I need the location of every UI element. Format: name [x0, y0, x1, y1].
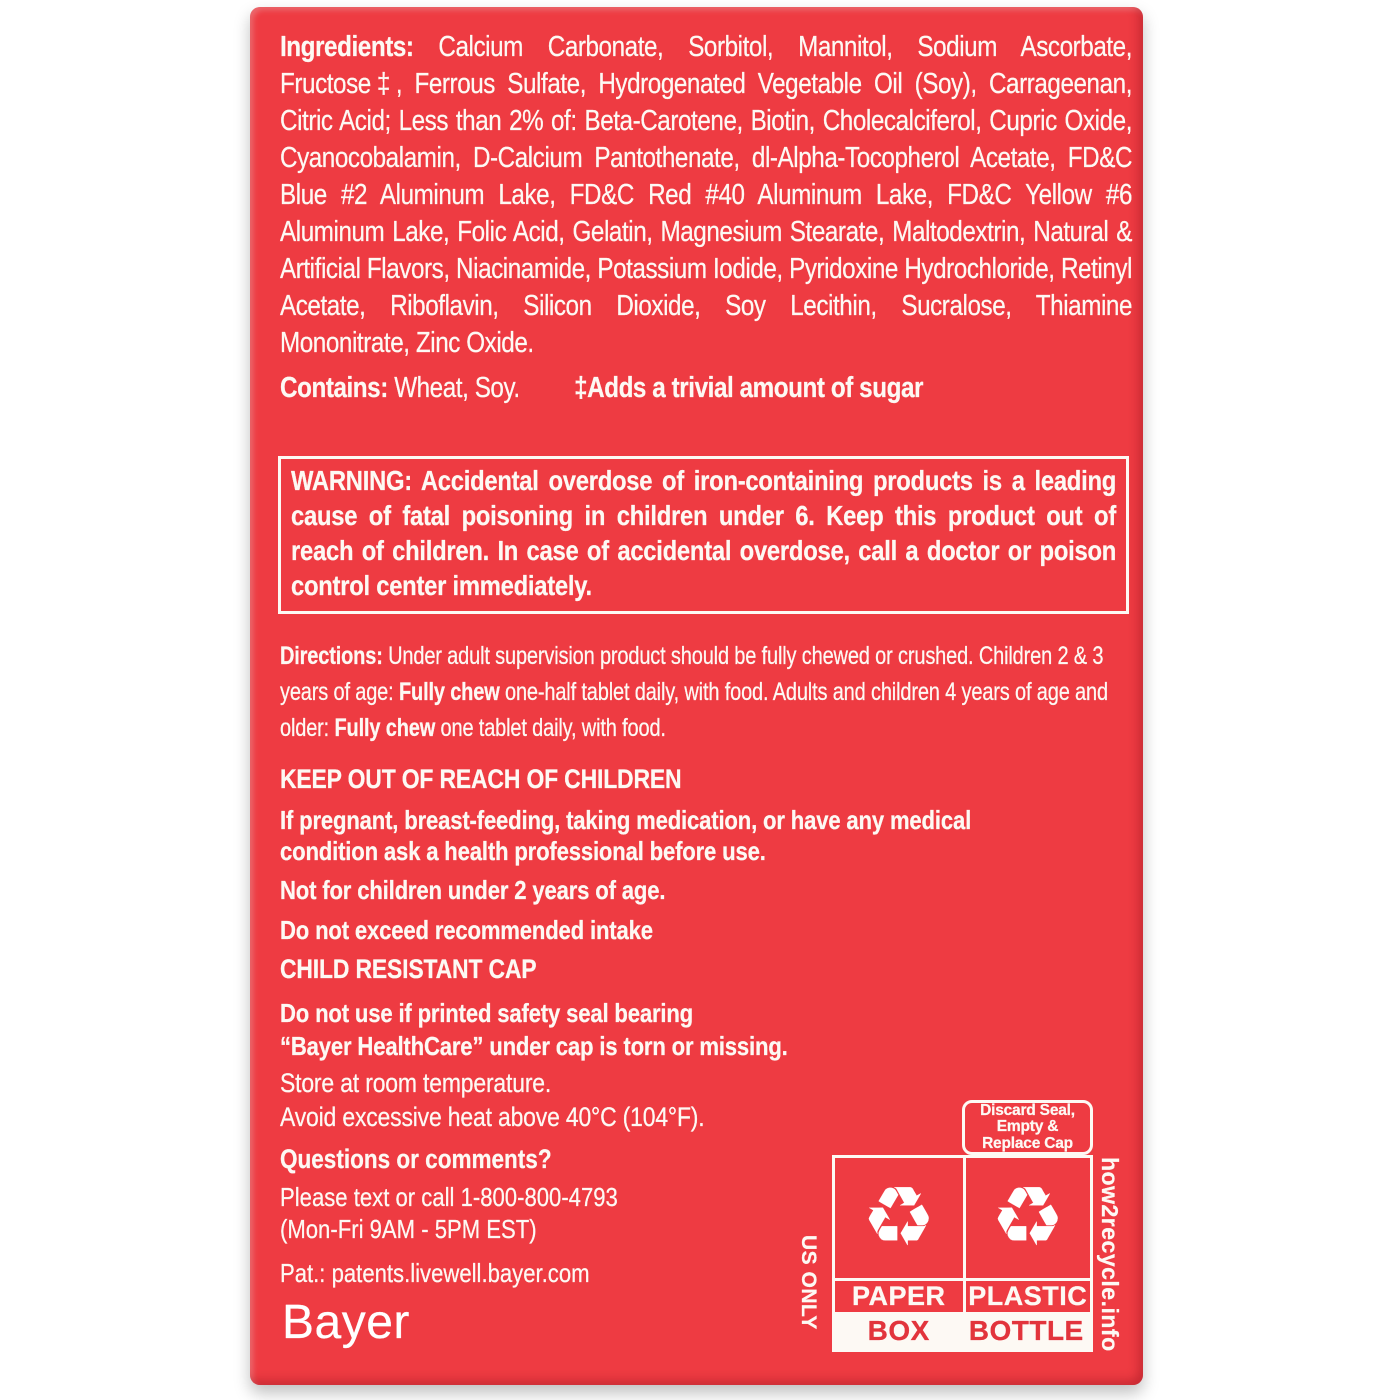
recycle-grid	[832, 1155, 1093, 1352]
warning-text: Accidental overdose of iron-containing products is a leading cause of fatal poisoning in children under 6. Keep this product out of reach of children. In case of accidental overdose, call a doctor or poison control center immediately.	[291, 465, 1117, 601]
paper-label: PAPER	[835, 1278, 963, 1312]
statement-safety-seal	[280, 997, 1125, 1063]
ingredients-paragraph	[280, 29, 1132, 362]
statement-heat: Avoid excessive heat above 40°C (104°F).	[280, 1102, 705, 1132]
bayer-logo: Bayer	[282, 1296, 410, 1349]
statement-seal-line2: “Bayer HealthCare” under cap is torn or missing.	[280, 1031, 788, 1061]
statement-pregnant-line2: condition ask a health professional before use.	[280, 836, 766, 866]
plastic-label: PLASTIC	[963, 1278, 1091, 1312]
statement-keep-out: KEEP OUT OF REACH OF CHILDREN	[280, 764, 682, 794]
directions-text-1: Under adult supervision product should be fully chewed or crushed. Children 2 & 3 years of age:	[280, 642, 1104, 706]
directions-text-2: one-half tablet daily, with food. Adults and children 4 years of age and older:	[280, 678, 1108, 742]
warning-heading: WARNING:	[291, 465, 412, 496]
discard-note-line3: Replace Cap	[982, 1134, 1073, 1152]
directions-section	[280, 638, 1125, 746]
contains-heading: Contains:	[280, 372, 388, 404]
statement-intake: Do not exceed recommended intake	[280, 915, 653, 945]
directions-fully-chew-1: Fully chew	[398, 678, 500, 706]
warning-box	[278, 456, 1129, 614]
directions-paragraph	[280, 638, 1125, 746]
statement-seal-line1: Do not use if printed safety seal bearing	[280, 998, 694, 1028]
directions-text-3: one tablet daily, with food.	[435, 714, 666, 742]
ingredients-section	[280, 29, 1132, 407]
statement-pregnant-line1: If pregnant, breast-feeding, taking medication, or have any medical	[280, 805, 972, 835]
contains-text: Wheat, Soy.	[394, 372, 520, 404]
bottle-label: BOTTLE	[963, 1312, 1091, 1349]
package-back-panel	[250, 7, 1143, 1385]
ingredients-text: Calcium Carbonate, Sorbitol, Mannitol, Sodium Ascorbate, Fructose‡, Ferrous Sulfate, Hydrogenated Vegetable Oil (Soy), Carrageenan, Citric Acid; Less than 2% of: Beta-Carotene, Biotin, Cholecalciferol, Cupric Oxide, Cyanocobalamin, D-Calcium Pantothenate, dl-Alpha-Tocopherol Acetate, FD&C Blue #2 Aluminum Lake, FD&C Red #40 Aluminum Lake, FD&C Yellow #6 Aluminum Lake, Folic Acid, Gelatin, Magnesium Stearate, Maltodextrin, Natural & Artificial Flavors, Niacinamide, Potassium Iodide, Pyridoxine Hydrochloride, Retinyl Acetate, Riboflavin, Silicon Dioxide, Soy Lecithin, Sucralose, Thiamine Mononitrate, Zinc Oxide.	[280, 31, 1133, 359]
box-label: BOX	[835, 1312, 963, 1349]
contact-heading: Questions or comments?	[280, 1144, 552, 1174]
us-only-label: US ONLY	[797, 1235, 820, 1330]
statement-under-2: Not for children under 2 years of age.	[280, 875, 666, 905]
directions-heading: Directions:	[280, 642, 383, 670]
ingredients-heading: Ingredients:	[280, 31, 414, 63]
directions-fully-chew-2: Fully chew	[334, 714, 436, 742]
statement-pregnant	[280, 805, 1125, 867]
how2recycle-url: how2recycle.info	[1097, 1157, 1123, 1352]
contact-patents: Pat.: patents.livewell.bayer.com	[280, 1258, 590, 1288]
statement-store: Store at room temperature.	[280, 1068, 552, 1098]
statement-child-resistant-cap: CHILD RESISTANT CAP	[280, 954, 537, 984]
plastic-recycle-icon: ♻	[990, 1172, 1065, 1263]
contact-phone: Please text or call 1-800-800-4793	[280, 1182, 618, 1212]
contact-hours: (Mon-Fri 9AM - 5PM EST)	[280, 1214, 537, 1244]
warning-paragraph	[291, 463, 1116, 603]
discard-note-line1: Discard Seal,	[980, 1101, 1075, 1119]
sugar-note: ‡Adds a trivial amount of sugar	[574, 372, 923, 404]
discard-note-line2: Empty &	[996, 1118, 1059, 1136]
paper-recycle-icon: ♻	[861, 1172, 936, 1263]
how2recycle-label	[790, 1093, 1135, 1378]
discard-cap-note	[962, 1100, 1093, 1155]
contains-line	[280, 370, 1132, 407]
